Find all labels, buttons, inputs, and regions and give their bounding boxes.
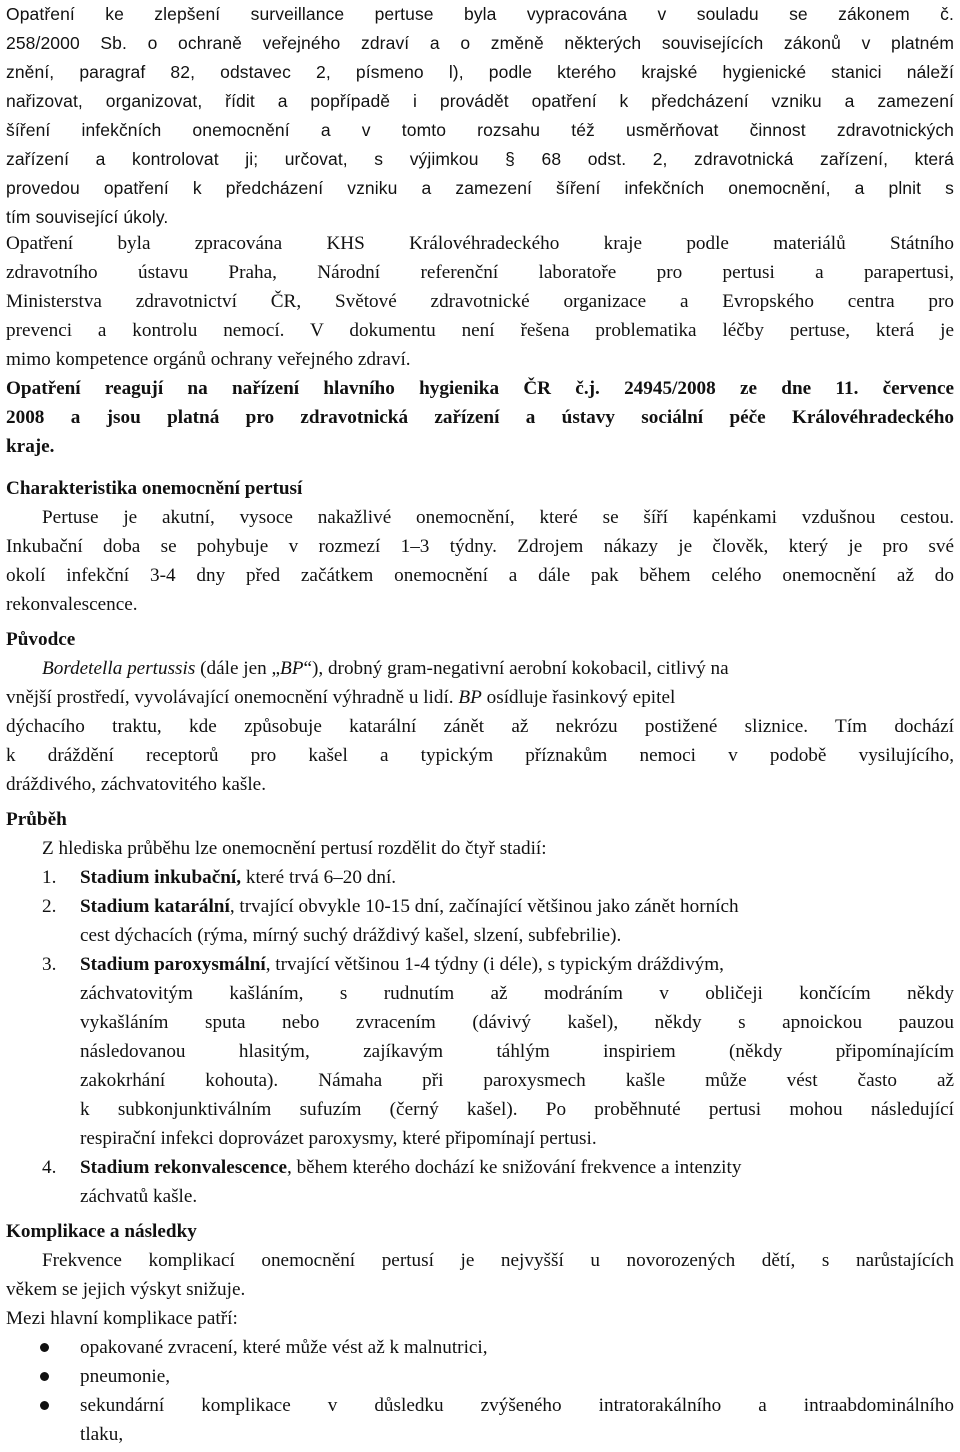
- list-item-line: zakokrhání kohouta). Námaha při paroxysmech kašle může vést často až: [80, 1070, 954, 1091]
- paragraph-line: dráždivého, záchvatovitého kašle.: [6, 774, 266, 795]
- paragraph-line: Z hlediska průběhu lze onemocnění pertusí rozdělit do čtyř stadií:: [42, 838, 547, 859]
- text-run: , trvající obvykle 10-15 dní, začínající většinou jako zánět horních: [229, 896, 739, 917]
- list-item: [80, 892, 954, 921]
- list-item: sekundární komplikace v důsledku zvýšeného intratorakálního a intraabdominálního: [80, 1395, 954, 1416]
- bullet-icon: [40, 1401, 54, 1415]
- organism-name: Bordetella pertussis: [42, 658, 196, 679]
- section-heading-komplikace: Komplikace a následky: [6, 1221, 197, 1242]
- bold-paragraph-line: kraje.: [6, 436, 55, 457]
- paragraph-line: [42, 654, 954, 683]
- paragraph-line: Mezi hlavní komplikace patří:: [6, 1308, 238, 1329]
- paragraph-line: rekonvalescence.: [6, 594, 138, 615]
- paragraph-line: Inkubační doba se pohybuje v rozmezí 1–3 týdny. Zdrojem nákazy je člověk, který je pro své: [6, 536, 954, 557]
- list-item: [80, 1153, 954, 1182]
- list-item-line: záchvatů kašle.: [80, 1186, 198, 1207]
- paragraph-line: Opatření byla zpracována KHS Královéhradeckého kraje podle materiálů Státního: [6, 233, 954, 254]
- bold-paragraph-line: 2008 a jsou platná pro zdravotnická zařízení a ústavy sociální péče Královéhradeckého: [6, 407, 954, 428]
- list-number: 4.: [42, 1157, 57, 1178]
- stage-title: Stadium rekonvalescence: [80, 1157, 287, 1178]
- list-item: [80, 863, 954, 892]
- paragraph-line: k dráždění receptorů pro kašel a typickým příznakům nemoci v podobě vysilujícího,: [6, 745, 954, 766]
- abbreviation: BP: [458, 687, 482, 708]
- list-item: [80, 950, 954, 979]
- bullet-icon: [40, 1343, 54, 1357]
- list-item-line: respirační infekci doprovázet paroxysmy, které připomínají pertusi.: [80, 1128, 597, 1149]
- section-heading-charakteristika: Charakteristika onemocnění pertusí: [6, 478, 303, 499]
- paragraph-line: mimo kompetence orgánů ochrany veřejného zdraví.: [6, 349, 411, 370]
- text-run: které trvá 6–20 dní.: [241, 867, 397, 888]
- paragraph-line: dýchacího traktu, kde způsobuje katarální zánět až nekrózu postižené sliznice. Tím dochází: [6, 716, 954, 737]
- paragraph-line: [6, 683, 954, 712]
- paragraph-line: nařizovat, organizovat, řídit a popřípadě i provádět opatření k předcházení vzniku a zamezení: [6, 91, 954, 111]
- section-heading-puvodce: Původce: [6, 629, 76, 650]
- list-item-line: záchvatovitým kašláním, s rudnutím až modráním v obličeji končícím někdy: [80, 983, 954, 1004]
- paragraph-line: věkem se jejich výskyt snižuje.: [6, 1279, 246, 1300]
- text-run: , během kterého dochází ke snižování frekvence a intenzity: [286, 1157, 742, 1178]
- text-run: “), drobný gram-negativní aerobní kokobacil, citlivý na: [303, 658, 729, 679]
- paragraph-line: zařízení a kontrolovat ji; určovat, s výjimkou § 68 odst. 2, zdravotnická zařízení, která: [6, 149, 954, 169]
- list-item: pneumonie,: [80, 1366, 171, 1387]
- stage-title: Stadium inkubační,: [80, 867, 242, 888]
- paragraph-line: provedou opatření k předcházení vzniku a zamezení šíření infekčních onemocnění, a plnit s: [6, 178, 954, 198]
- paragraph-line: Ministerstva zdravotnictví ČR, Světové zdravotnické organizace a Evropského centra pro: [6, 291, 954, 312]
- list-number: 3.: [42, 954, 57, 975]
- abbreviation: BP: [280, 658, 304, 679]
- paragraph-line: tím související úkoly.: [6, 207, 169, 227]
- list-item: opakované zvracení, které může vést až k malnutrici,: [80, 1337, 488, 1358]
- paragraph-line: znění, paragraf 82, odstavec 2, písmeno l), podle kterého krajské hygienické stanici náleží: [6, 62, 954, 82]
- list-item-line: k subkonjunktiválním sufuzím (černý kašel). Po proběhnuté pertusi mohou následující: [80, 1099, 954, 1120]
- stage-title: Stadium paroxysmální: [80, 954, 266, 975]
- text-run: vnější prostředí, vyvolávající onemocnění výhradně u lidí.: [6, 687, 459, 708]
- list-item-line: vykašláním sputa nebo zvracením (dávivý kašel), někdy s apnoickou pauzou: [80, 1012, 954, 1033]
- stage-title: Stadium katarální: [80, 896, 230, 917]
- text-run: , trvající většinou 1-4 týdny (i déle), s typickým dráždivým,: [265, 954, 724, 975]
- paragraph-line: Opatření ke zlepšení surveillance pertuse byla vypracována v souladu se zákonem č.: [6, 4, 954, 24]
- paragraph-line: 258/2000 Sb. o ochraně veřejného zdraví a o změně některých souvisejících zákonů v platném: [6, 33, 954, 53]
- list-item-line: tlaku,: [80, 1424, 124, 1445]
- list-number: 1.: [42, 867, 57, 888]
- paragraph-line: Frekvence komplikací onemocnění pertusí je nejvyšší u novorozených dětí, s narůstajících: [42, 1250, 954, 1271]
- text-run: osídluje řasinkový epitel: [481, 687, 676, 708]
- paragraph-line: okolí infekční 3-4 dny před začátkem onemocnění a dále pak během celého onemocnění až do: [6, 565, 954, 586]
- bold-paragraph-line: Opatření reagují na nařízení hlavního hygienika ČR č.j. 24945/2008 ze dne 11. července: [6, 378, 954, 399]
- bullet-icon: [40, 1372, 54, 1386]
- paragraph-line: prevenci a kontrolu nemocí. V dokumentu není řešena problematika léčby pertuse, která je: [6, 320, 954, 341]
- list-item-line: cest dýchacích (rýma, mírný suchý dráždivý kašel, slzení, subfebrilie).: [80, 925, 622, 946]
- text-run: (dále jen „: [195, 658, 281, 679]
- list-item-line: následovanou hlasitým, zajíkavým táhlým inspiriem (někdy připomínajícím: [80, 1041, 954, 1062]
- list-number: 2.: [42, 896, 57, 917]
- paragraph-line: šíření infekčních onemocnění a v tomto rozsahu též usměrňovat činnost zdravotnických: [6, 120, 954, 140]
- paragraph-line: Pertuse je akutní, vysoce nakažlivé onemocnění, které se šíří kapénkami vzdušnou cestou.: [42, 507, 954, 528]
- section-heading-prubeh: Průběh: [6, 809, 67, 830]
- paragraph-line: zdravotního ústavu Praha, Národní referenční laboratoře pro pertusi a parapertusi,: [6, 262, 954, 283]
